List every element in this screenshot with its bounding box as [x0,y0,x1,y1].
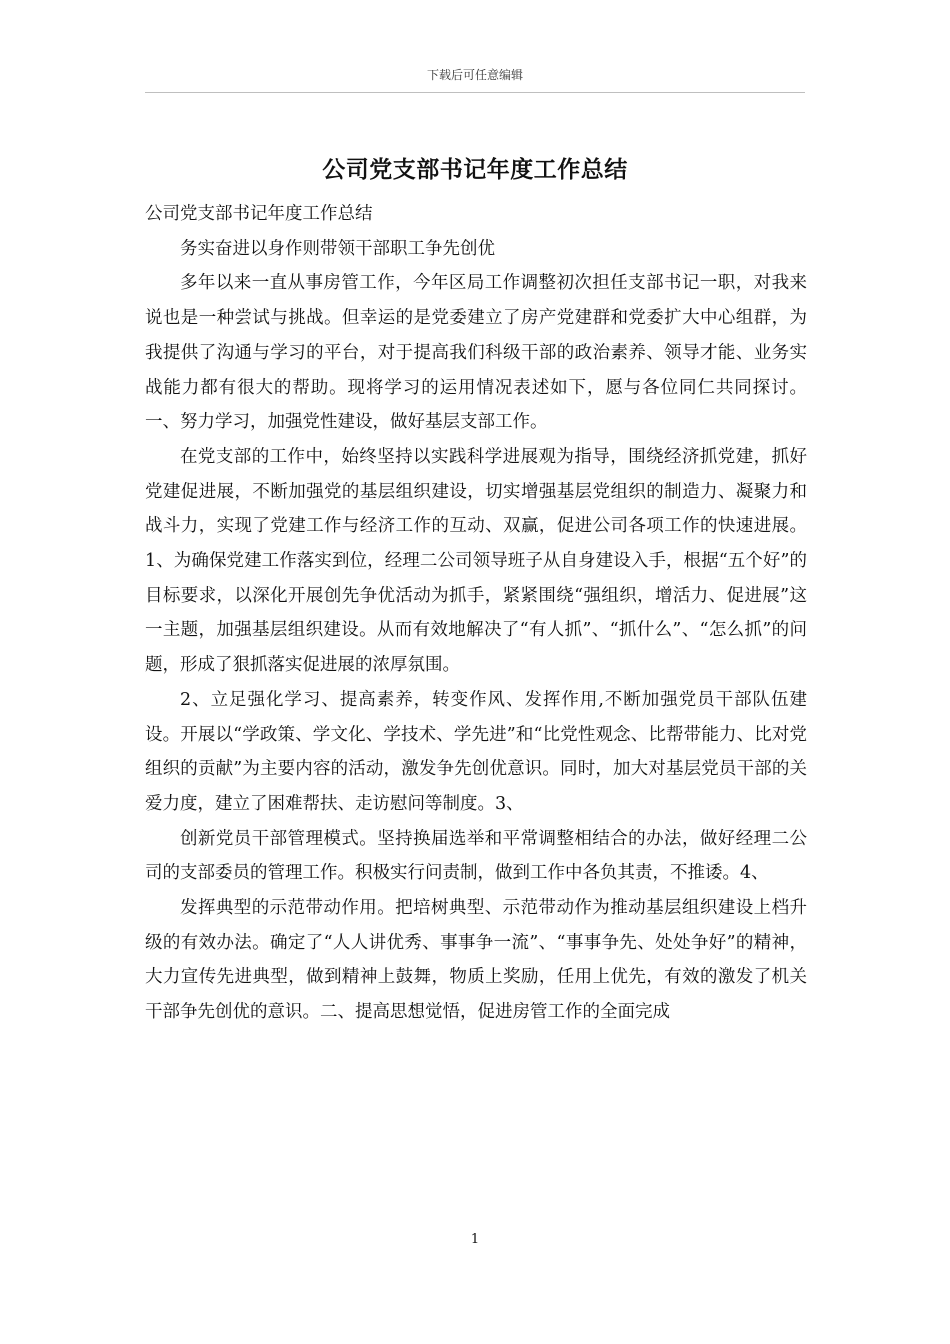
body-paragraph: 公司党支部书记年度工作总结 [145,204,373,224]
body-paragraph: 多年以来一直从事房管工作，今年区局工作调整初次担任支部书记一职，对我来说也是一种尝试与挑战。但幸运的是党委建立了房产党建群和党委扩大中心组群，为我提供了沟通与学习的平台，对于提高我们科级干部的政治素养、领导才能、业务实战能力都有很大的帮助。现将学习的运用情况表述如下，愿与各位同仁共同探讨。一、努力学习，加强党性建设，做好基层支部工作。 [145,273,807,433]
page-number: 1 [470,1232,480,1247]
document-body [145,197,807,1030]
header-note: 下载后可任意编辑 [426,68,523,82]
header-divider [145,92,805,93]
body-paragraph: 创新党员干部管理模式。坚持换届选举和平常调整相结合的办法，做好经理二公司的支部委员的管理工作。积极实行问责制，做到工作中各负其责，不推诿。4、 [145,828,807,884]
body-paragraph: 发挥典型的示范带动作用。把培树典型、示范带动作为推动基层组织建设上档升级的有效办法。确定了“人人讲优秀、事事争一流”、“事事争先、处处争好”的精神，大力宣传先进典型，做到精神上鼓舞，物质上奖励，任用上优先，有效的激发了机关干部争先创优的意识。二、提高思想觉悟，促进房管工作的全面完成 [145,898,807,1023]
body-paragraph: 务实奋进以身作则带领干部职工争先创优 [180,238,495,259]
body-paragraph: 在党支部的工作中，始终坚持以实践科学进展观为指导，围绕经济抓党建，抓好党建促进展，不断加强党的基层组织建设，切实增强基层党组织的制造力、凝聚力和战斗力，实现了党建工作与经济工作的互动、双赢，促进公司各项工作的快速进展。1、为确保党建工作落实到位，经理二公司领导班子从自身建设入手，根据“五个好”的目标要求，以深化开展创先争优活动为抓手，紧紧围绕“强组织，增活力、促进展”这一主题，加强基层组织建设。从而有效地解决了“有人抓”、“抓什么”、“怎么抓”的问题，形成了狠抓落实促进展的浓厚氛围。 [145,446,807,676]
body-paragraph: 2、立足强化学习、提高素养，转变作风、发挥作用,不断加强党员干部队伍建设。开展以“学政策、学文化、学技术、学先进”和“比党性观念、比帮带能力、比对党组织的贡献”为主要内容的活动，激发争先创优意识。同时，加大对基层党员干部的关爱力度，建立了困难帮扶、走访慰问等制度。3、 [145,689,807,814]
document-title: 公司党支部书记年度工作总结 [322,156,628,183]
